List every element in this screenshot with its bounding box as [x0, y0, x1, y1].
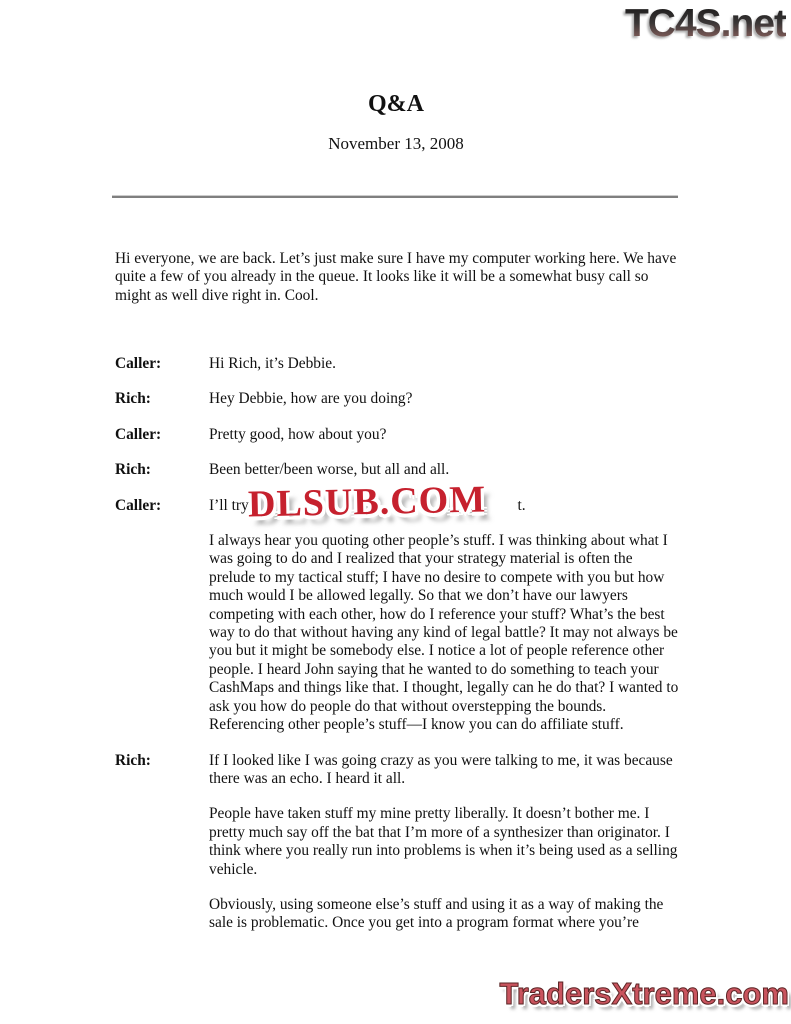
speech-block: [209, 497, 679, 752]
document-date: November 13, 2008: [328, 134, 464, 153]
speaker-label: Caller:: [115, 425, 162, 443]
speaker-label: Caller:: [115, 496, 162, 514]
speech-visible-fragment: t.: [517, 496, 526, 514]
speech-block: [209, 355, 679, 390]
speaker-label: Caller:: [115, 355, 162, 372]
tc4s-logo: TC4S.net: [625, 0, 786, 48]
speech-paragraph: Obviously, using someone else’s stuff and using it as a way of making the sale is problematic. Once you get into a program format where you’re: [209, 895, 664, 932]
speech-paragraph: Hey Debbie, how are you doing?: [209, 390, 413, 408]
speech-block: [209, 426, 679, 461]
dialog-turn: [115, 390, 679, 425]
speech-paragraph: I always hear you quoting other people’s stuff. I was thinking about what I was going to do and I realized that your strategy material is often the prelude to my tactical stuff; I have no desire to compete with you but how much would I be allowed legally. So that we don’t have our lawyers competing with each other, how do I reference your stuff? What’s the best way to do that without having any kind of legal battle? It may not always be you but it might be somebody else. I notice a lot of people reference other people. I heard John saying that he wanted to do something to teach your CashMaps and things like that. I thought, legally can he do that? I wanted to ask you how do people do that without overstepping the bounds. Referencing other people’s stuff—I know you can do affiliate stuff.: [209, 532, 679, 734]
speech-paragraph: If I looked like I was going crazy as you were talking to me, it was because there was an echo. I heard it all.: [209, 751, 673, 787]
tradersxtreme-logo: TradersXtreme.com: [499, 976, 789, 1011]
speaker-label: Rich:: [115, 461, 151, 479]
speech-block: [209, 390, 679, 425]
dialog-turn: [115, 752, 679, 950]
speech-visible-start: I’ll try a: [209, 496, 260, 514]
speech-paragraph: Pretty good, how about you?: [209, 425, 387, 443]
dlsub-watermark: DLSUB.COM: [247, 478, 487, 526]
page-title: Q&A: [368, 91, 424, 117]
dialog-transcript: [115, 355, 679, 950]
dialog-turn: [115, 355, 679, 390]
speech-block: [209, 752, 679, 950]
speech-paragraph: People have taken stuff my mine pretty liberally. It doesn’t bother me. I pretty much say off the bat that I’m more of a synthesizer than originator. I think where you really run into problems is when it’s being used as a selling vehicle.: [209, 805, 678, 878]
speaker-label: Rich:: [115, 390, 151, 408]
dialog-turn: [115, 497, 679, 752]
dialog-turn: [115, 426, 679, 461]
speech-paragraph: Hi Rich, it’s Debbie.: [209, 355, 336, 372]
horizontal-rule: [112, 195, 678, 198]
speech-paragraph: Been better/been worse, but all and all.: [209, 461, 450, 479]
intro-paragraph: Hi everyone, we are back. Let’s just make sure I have my computer working here. We have quite a few of you already in the queue. It looks like it will be a somewhat busy call so might as well dive right in. Cool.: [115, 250, 677, 304]
speaker-label: Rich:: [115, 751, 151, 769]
